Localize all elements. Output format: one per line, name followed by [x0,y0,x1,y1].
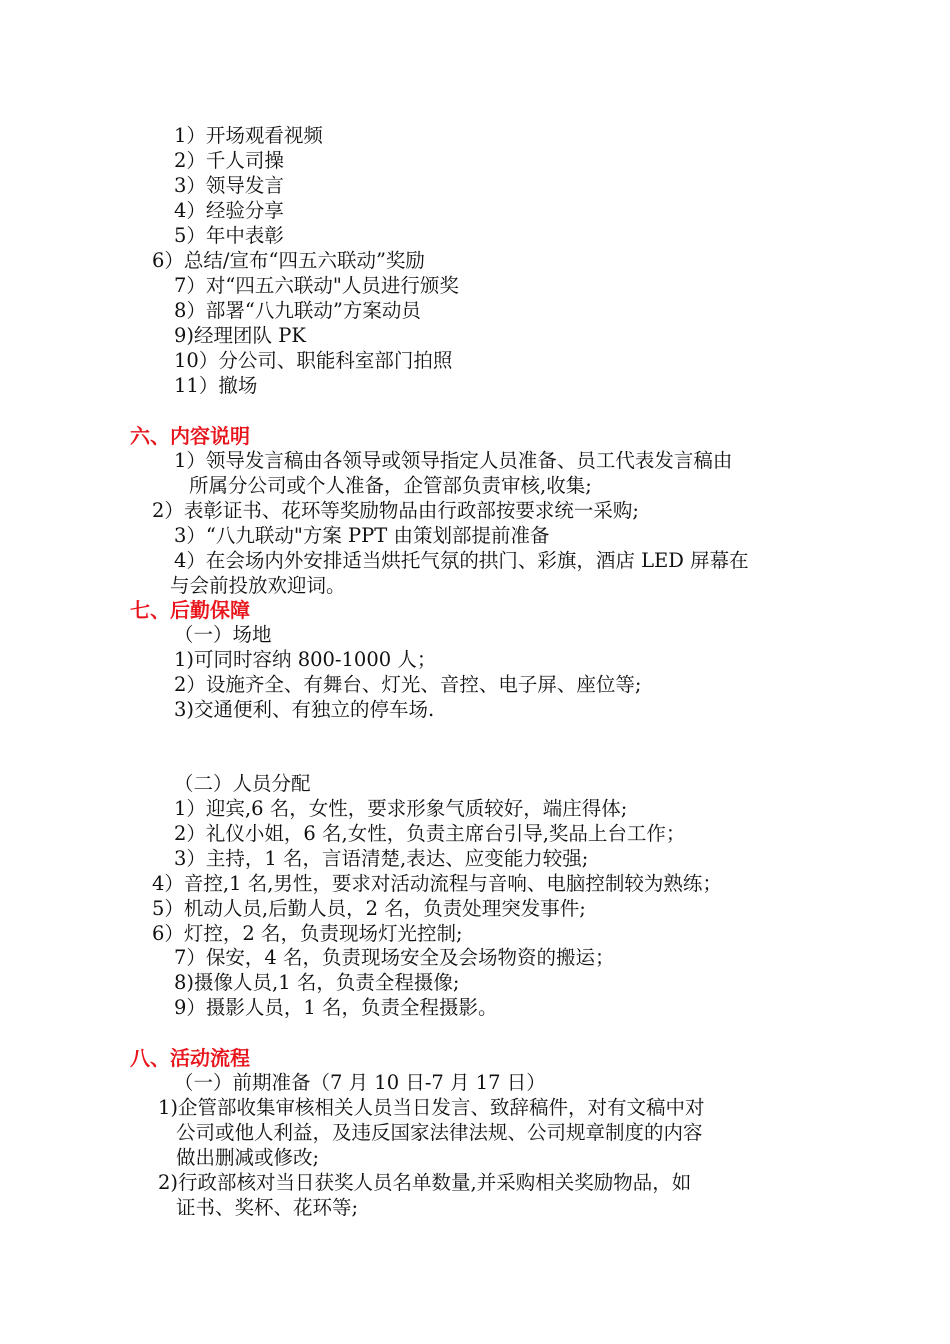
staff-item: 8)摄像人员,1 名，负责全程摄像; [174,971,460,994]
prep-item: 公司或他人利益，及违反国家法律法规、公司规章制度的内容 [176,1121,703,1144]
section-6-item: 与会前投放欢迎词。 [170,574,346,597]
prep-item: 2)行政部核对当日获奖人员名单数量,并采购相关奖励物品，如 [158,1171,692,1194]
program-item-10: 10）分公司、职能科室部门拍照 [174,349,453,372]
program-item-4: 4）经验分享 [174,199,284,222]
section-6-item: 3）“八九联动"方案 PPT 由策划部提前准备 [174,524,550,547]
program-item-5: 5）年中表彰 [174,224,284,247]
staff-item: 3）主持，1 名，言语清楚,表达、应变能力较强; [174,847,589,870]
prep-item: 做出删减或修改; [176,1146,320,1169]
program-item-9: 9)经理团队 PK [174,324,306,347]
staff-item: 2）礼仪小姐，6 名,女性，负责主席台引导,奖品上台工作； [174,822,686,845]
staff-item: 5）机动人员,后勤人员，2 名，负责处理突发事件; [152,897,586,920]
staff-item: 6）灯控，2 名，负责现场灯光控制; [152,922,463,945]
prep-item: 证书、奖杯、花环等; [176,1196,359,1219]
staff-item: 1）迎宾,6 名，女性，要求形象气质较好，端庄得体; [174,797,628,820]
program-item-8: 8）部署“八九联动”方案动员 [174,299,421,322]
section-6-item: 1）领导发言稿由各领导或领导指定人员准备、员工代表发言稿由 [174,449,733,472]
staff-subheading: （二）人员分配 [174,772,311,795]
venue-item: 1)可同时容纳 800-1000 人； [174,648,437,671]
venue-item: 3)交通便利、有独立的停车场. [174,698,435,721]
prep-item: 1)企管部收集审核相关人员当日发言、致辞稿件，对有文稿中对 [158,1096,705,1119]
venue-item: 2）设施齐全、有舞台、灯光、音控、电子屏、座位等; [174,673,642,696]
section-8-heading: 八、活动流程 [130,1046,250,1070]
program-item-3: 3）领导发言 [174,174,284,197]
section-7-heading: 七、后勤保障 [130,598,250,622]
program-item-2: 2）千人司操 [174,149,284,172]
program-item-1: 1）开场观看视频 [174,124,323,147]
section-6-item: 2）表彰证书、花环等奖励物品由行政部按要求统一采购; [152,499,639,522]
program-item-6: 6）总结/宣布“四五六联动”奖励 [152,249,425,272]
section-6-item: 4）在会场内外安排适当烘托气氛的拱门、彩旗，酒店 LED 屏幕在 [174,549,749,572]
venue-subheading: （一）场地 [174,623,272,646]
staff-item: 7）保安，4 名，负责现场安全及会场物资的搬运； [174,946,615,969]
section-6-heading: 六、内容说明 [130,424,250,448]
prep-subheading: （一）前期准备（7 月 10 日-7 月 17 日） [174,1071,546,1094]
program-item-11: 11）撤场 [174,374,258,397]
program-item-7: 7）对“四五六联动"人员进行颁奖 [174,274,459,297]
section-6-item: 所属分公司或个人准备，企管部负责审核,收集; [189,474,592,497]
staff-item: 4）音控,1 名,男性，要求对活动流程与音响、电脑控制较为熟练； [152,872,722,895]
staff-item: 9）摄影人员，1 名，负责全程摄影。 [174,996,498,1019]
